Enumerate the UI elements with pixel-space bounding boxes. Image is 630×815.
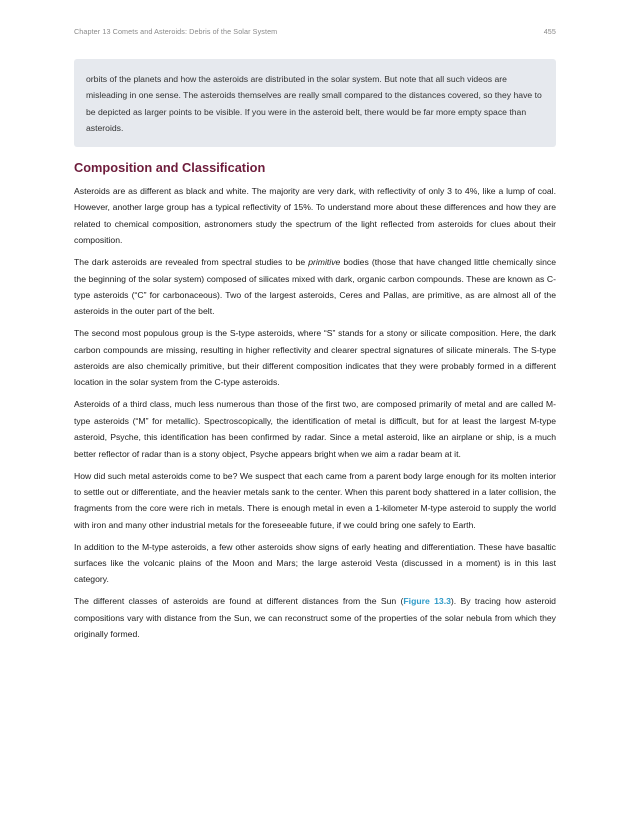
paragraph-7	[74, 593, 556, 642]
paragraph-2-part-1: The dark asteroids are revealed from spectral studies to be	[74, 257, 309, 268]
paragraph-7-part-1: The different classes of asteroids are found at different distances from the Sun (	[74, 596, 404, 607]
paragraph-5: How did such metal asteroids come to be? We suspect that each came from a parent body large enough for its molten interior to settle out or differentiate, and the heavier metals sank to the center. When this parent body shattered in a later collision, the fragments from the core were rich in metals. There is enough metal in even a 1-kilometer M-type asteroid to supply the world with iron and many other industrial metals for the foreseeable future, if we could bring one safely to Earth.	[74, 470, 556, 530]
paragraph-6: In addition to the M-type asteroids, a few other asteroids show signs of early heating and differentiation. These have basaltic surfaces like the volcanic plains of the Moon and Mars; the large asteroid Vesta (discussed in a moment) is in this last category.	[74, 541, 556, 585]
feature-note-box	[74, 59, 556, 147]
main-content	[74, 158, 556, 648]
figure-13-3-link[interactable]: Figure 13.3	[403, 596, 451, 607]
note-text: orbits of the planets and how the asteroids are distributed in the solar system. But note that all such videos are misleading in one sense. The asteroids themselves are really small compared to the distances covered, so they have to be depicted as larger points to be visible. If you were in the asteroid belt, there would be far more empty space than asteroids.	[86, 74, 542, 133]
page-number: 455	[543, 27, 556, 36]
paragraph-1: Asteroids are as different as black and white. The majority are very dark, with reflectivity of only 3 to 4%, like a lump of coal. However, another large group has a typical reflectivity of 15%. To understand more about these differences and how they are related to chemical composition, astronomers study the spectrum of the light reflected from asteroids for clues about their composition.	[74, 186, 556, 246]
chapter-title: Chapter 13 Comets and Asteroids: Debris of the Solar System	[74, 27, 278, 36]
paragraph-4: Asteroids of a third class, much less numerous than those of the first two, are composed primarily of metal and are called M-type asteroids (“M” for metallic). Spectroscopically, the identification of metal is difficult, but for at least the largest M-type asteroid, Psyche, this identification has been confirmed by radar. Since a metal asteroid, like an airplane or ship, is a much better reflector of radar than is a stony object, Psyche appears bright when we aim a radar beam at it.	[74, 399, 556, 459]
section-heading: Composition and Classification	[74, 160, 266, 175]
paragraph-7-part-2: ). By tracing how asteroid compositions vary with distance from the Sun, we can reconstruct some of the properties of the solar nebula from which they originally formed.	[74, 596, 556, 640]
paragraph-2-part-2: bodies (those that have changed little chemically since the beginning of the solar system) composed of silicates mixed with dark, organic carbon compounds. These are known as C-type asteroids (“C” for carbonaceous). Two of the largest asteroids, Ceres and Pallas, are primitive, as are almost all of the asteroids in the outer part of the belt.	[74, 257, 556, 317]
paragraph-2	[74, 254, 556, 320]
paragraph-3: The second most populous group is the S-type asteroids, where “S” stands for a stony or silicate composition. Here, the dark carbon compounds are missing, resulting in higher reflectivity and clearer spectral signatures of silicate minerals. The S-type asteroids are also chemically primitive, but their different composition indicates that they were probably formed in a different location in the solar system from the C-type asteroids.	[74, 328, 556, 388]
primitive-emphasis: primitive	[308, 257, 341, 268]
running-header	[74, 27, 556, 36]
